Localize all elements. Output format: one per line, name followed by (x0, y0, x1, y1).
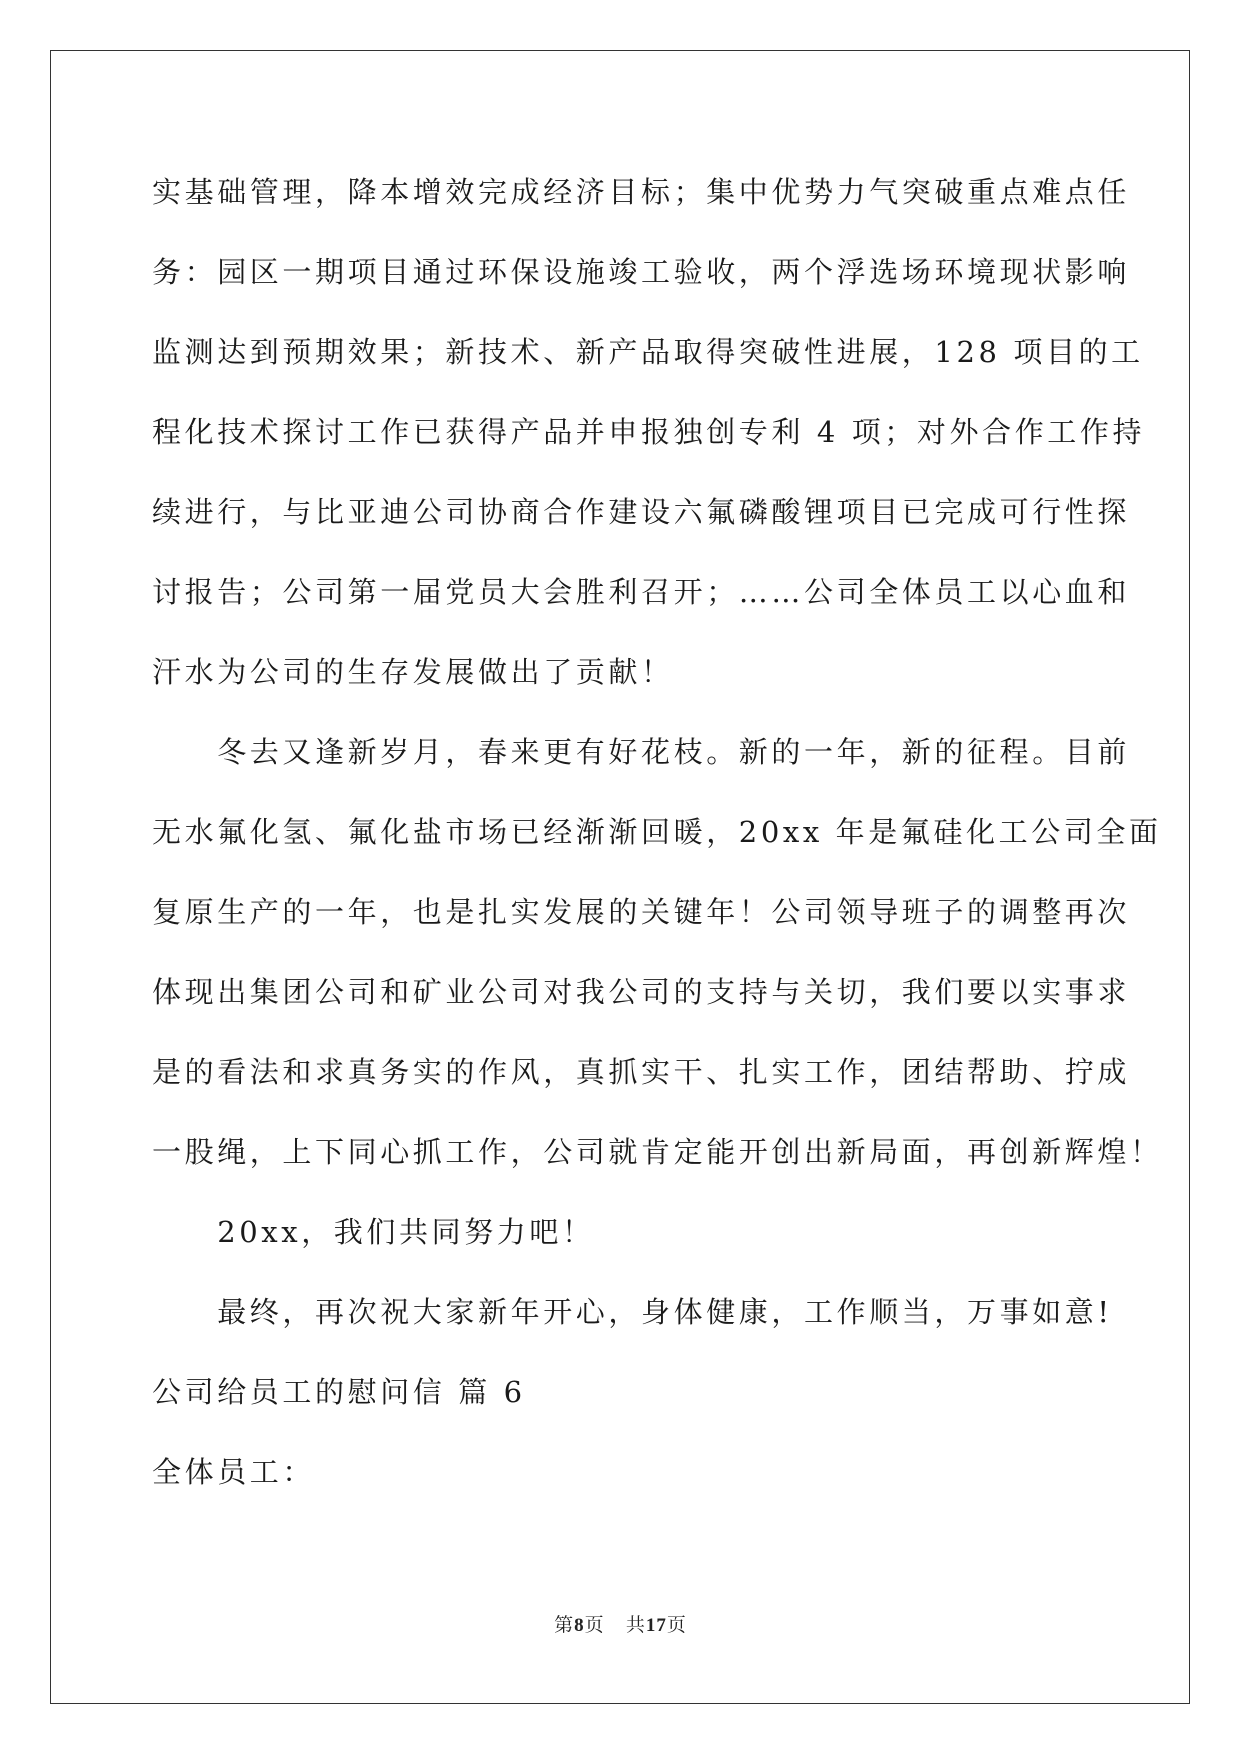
page-suffix: 页 (584, 1614, 605, 1636)
body-line: 程化技术探讨工作已获得产品并申报独创专利 4 项；对外合作工作持 (152, 415, 1146, 449)
body-line: 一股绳，上下同心抓工作，公司就肯定能开创出新局面，再创新辉煌！ (152, 1135, 1163, 1169)
total-pages: 17 (645, 1615, 667, 1636)
salutation: 全体员工： (152, 1455, 316, 1489)
body-line: 无水氟化氢、氟化盐市场已经渐渐回暖，20xx 年是氟硅化工公司全面 (152, 815, 1162, 849)
page-prefix: 第 (554, 1614, 575, 1636)
body-line: 讨报告；公司第一届党员大会胜利召开；……公司全体员工以心血和 (152, 575, 1131, 609)
body-line: 监测达到预期效果；新技术、新产品取得突破性进展，128 项目的工 (152, 335, 1144, 369)
page-footer (0, 1610, 1241, 1637)
body-line: 汗水为公司的生存发展做出了贡献！ (152, 655, 674, 689)
body-line: 20xx，我们共同努力吧！ (152, 1215, 595, 1249)
body-line: 续进行，与比亚迪公司协商合作建设六氟磷酸锂项目已完成可行性探 (152, 495, 1131, 529)
body-line: 体现出集团公司和矿业公司对我公司的支持与关切，我们要以实事求 (152, 975, 1131, 1009)
total-suffix: 页 (666, 1614, 687, 1636)
body-line: 最终，再次祝大家新年开心，身体健康，工作顺当，万事如意! (152, 1295, 1113, 1329)
body-line: 实基础管理，降本增效完成经济目标；集中优势力气突破重点难点任 (152, 175, 1131, 209)
total-prefix: 共 (625, 1614, 646, 1636)
body-line: 复原生产的一年，也是扎实发展的关键年！公司领导班子的调整再次 (152, 895, 1131, 929)
body-line: 务：园区一期项目通过环保设施竣工验收，两个浮选场环境现状影响 (152, 255, 1131, 289)
page-number: 8 (574, 1615, 585, 1636)
section-heading: 公司给员工的慰问信 篇 6 (152, 1375, 526, 1409)
body-line: 冬去又逢新岁月，春来更有好花枝。新的一年，新的征程。目前 (152, 735, 1131, 769)
body-line: 是的看法和求真务实的作风，真抓实干、扎实工作，团结帮助、拧成 (152, 1055, 1131, 1089)
